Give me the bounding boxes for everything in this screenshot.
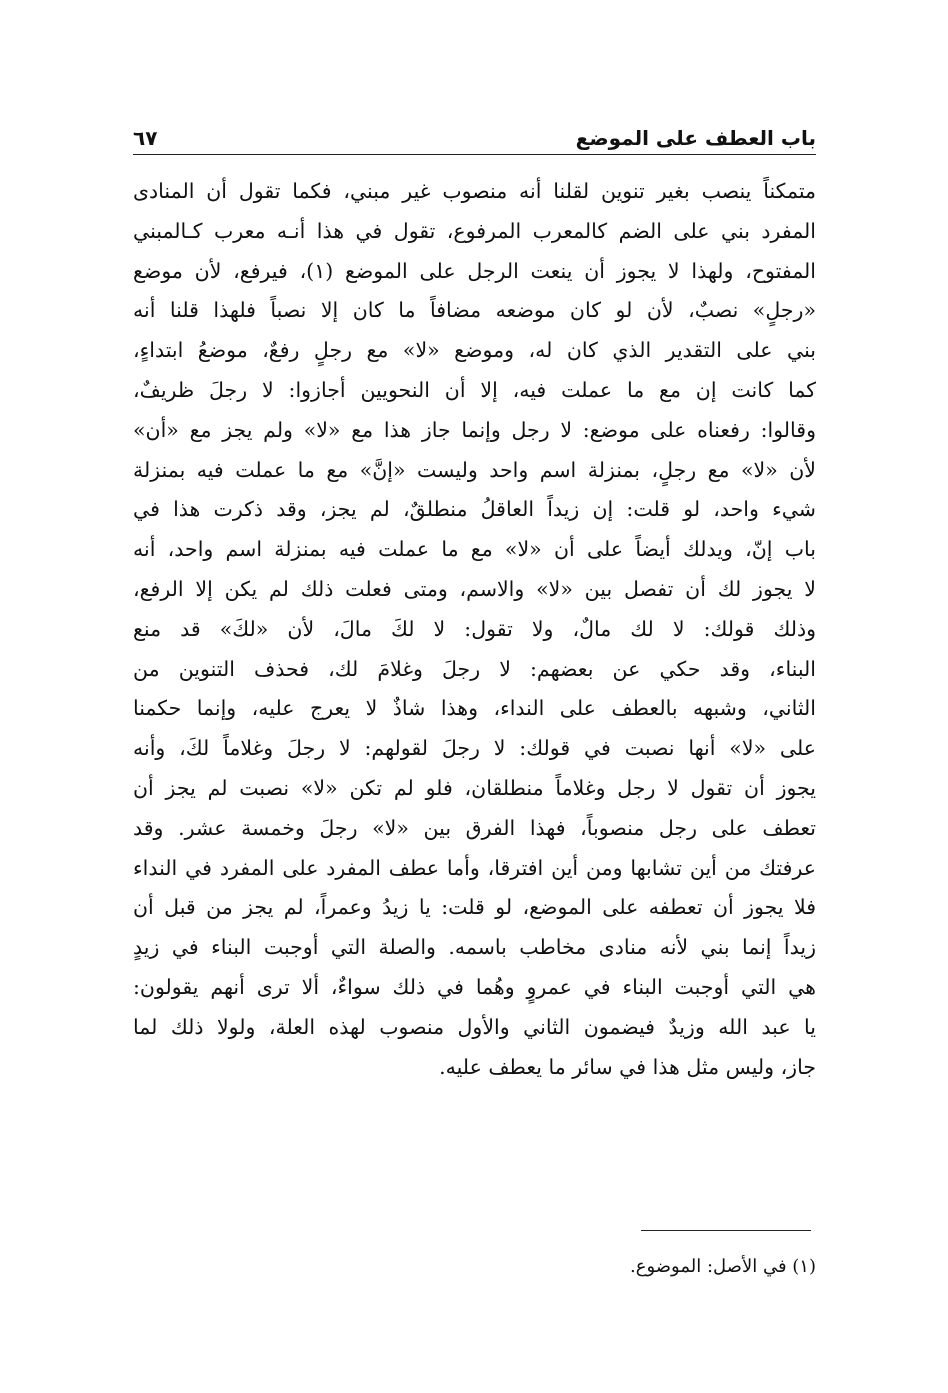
text-line: كما كانت إن مع ما عملت فيه، إلا أن النحويين أجازوا: لا رجلَ ظريفٌ، xyxy=(133,377,816,402)
header-rule xyxy=(133,154,816,155)
text-line: تعطف على رجل منصوباً، فهذا الفرق بين «لا» رجلَ وخمسة عشر. وقد xyxy=(133,815,816,840)
footnote-rule xyxy=(641,1230,811,1231)
text-line: الثاني، وشبهه بالعطف على النداء، وهذا شاذٌ لا يعرج عليه، وإنما حكمنا xyxy=(133,696,816,721)
text-line: لا يجوز لك أن تفصل بين «لا» والاسم، ومتى فعلت ذلك لم يكن إلا الرفع، xyxy=(133,576,816,601)
body-text xyxy=(133,172,816,1087)
text-line: على «لا» أنها نصبت في قولك: لا رجلَ لقولهم: لا رجلَ وغلاماً لكَ، وأنه xyxy=(133,736,816,761)
text-line: لأن «لا» مع رجلٍ، بمنزلة اسم واحد وليست «إنَّ» مع ما عملت فيه بمنزلة xyxy=(133,457,816,482)
text-line: بني على التقدير الذي كان له، وموضع «لا» مع رجلٍ رفعٌ، موضعُ ابتداءٍ، xyxy=(133,338,816,363)
text-line: شيء واحد، لو قلت: إن زيداً العاقلُ منطلقٌ، لم يجز، وقد ذكرت هذا في xyxy=(133,497,816,522)
text-line: المفرد بني على الضم كالمعرب المرفوع، تقول في هذا أنـه معرب كـالمبني xyxy=(133,218,816,243)
text-line: فلا يجوز أن تعطفه على الموضع، لو قلت: يا زيدُ وعمراً، لم يجز من قبل أن xyxy=(133,895,816,920)
page-number: ٦٧ xyxy=(133,126,158,150)
text-line: زيداً إنما بني لأنه منادى مخاطب باسمه. والصلة التي أوجبت البناء في زيدٍ xyxy=(133,935,816,960)
text-line: متمكناً ينصب بغير تنوين لقلنا أنه منصوب غير مبني، فكما تقول أن المنادى xyxy=(133,179,816,203)
running-head: باب العطف على الموضع xyxy=(575,126,816,150)
text-line: هي التي أوجبت البناء في عمروٍ وهُما في ذلك سواءٌ، ألا ترى أنهم يقولون: xyxy=(133,974,816,999)
text-line: «رجلٍ» نصبٌ، لأن لو كان موضعه مضافاً ما كان إلا نصباً فلهذا قلنا أنه xyxy=(133,298,816,323)
text-line: جاز، وليس مثل هذا في سائر ما يعطف عليه. xyxy=(439,1054,816,1079)
text-line: يجوز أن تقول لا رجل وغلاماً منطلقان، فلو لم تكن «لا» نصبت لم يجز أن xyxy=(133,775,816,800)
text-line: يا عبد الله وزيدٌ فيضمون الثاني والأول منصوب لهذه العلة، ولولا ذلك لما xyxy=(133,1014,816,1039)
text-line: وقالوا: رفعناه على موضع: لا رجل وإنما جاز هذا مع «لا» ولم يجز مع «أن» xyxy=(133,417,816,442)
text-line: البناء، وقد حكي عن بعضهم: لا رجلَ وغلامَ لك، فحذف التنوين من xyxy=(133,656,816,681)
footnote: (١) في الأصل: الموضوع. xyxy=(630,1256,816,1277)
text-line: وذلك قولك: لا لك مالٌ، ولا تقول: لا لكَ مالَ، لأن «لكَ» قد منع xyxy=(133,616,816,641)
text-line: المفتوح، ولهذا لا يجوز أن ينعت الرجل على الموضع (١)، فيرفع، لأن موضع xyxy=(133,258,816,283)
text-line: باب إنّ، ويدلك أيضاً على أن «لا» مع ما عملت فيه بمنزلة اسم واحد، أنه xyxy=(133,537,816,562)
page-header xyxy=(133,118,816,158)
text-line: عرفتك من أين تشابها ومن أين افترقا، وأما عطف المفرد على المفرد في النداء xyxy=(133,855,816,880)
